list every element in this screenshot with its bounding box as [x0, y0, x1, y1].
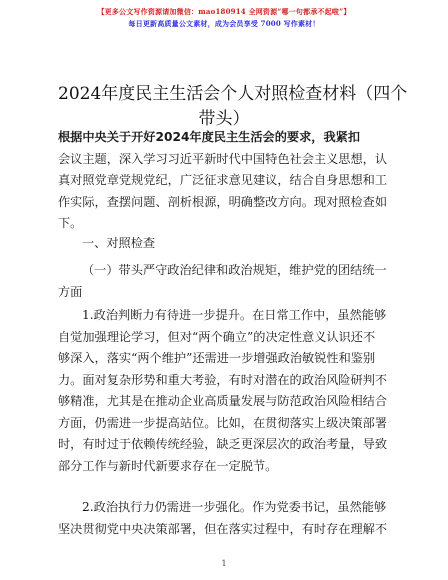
paragraph-line: 部分工作与新时代新要求存在一定脱节。: [58, 458, 278, 473]
section-heading: [58, 233, 393, 255]
point-1-paragraph: [58, 305, 393, 477]
intro-paragraph: [58, 127, 393, 235]
point-2-paragraph: [58, 497, 393, 540]
paragraph-line: 真对照党章党规党纪，广泛征求意见建议，结合自身思想和工: [58, 173, 388, 187]
paragraph-line: 时，有时过于依赖传统经验，缺乏更深层次的政治考量，导致: [58, 437, 388, 451]
paragraph-line: 作实际，查摆问题、剖析根源，明确整改方向。现对照检查如: [58, 194, 388, 209]
paragraph-line: 自觉加强理论学习，但对“两个确立”的决定性意义认识还不: [58, 329, 376, 344]
title-line-2: 带头）: [198, 109, 250, 129]
page-number: 1: [221, 559, 227, 568]
promo-banner-line-1: 【更多公文写作资源请加微信：mao180914 全网资源“哪一句都承不起啦”】: [97, 7, 351, 16]
promo-banner-line-2: 每日更新高质量公文素材，成为会员享受 7000 写作素材！: [128, 19, 320, 28]
paragraph-line: 方面，仍需进一步提高站位。比如，在贯彻落实上级决策部署: [58, 415, 388, 430]
heading-text: 一、对照检查: [82, 236, 156, 250]
paragraph-line: 根据中央关于开好2024年度民主生活会的要求，我紧扣: [58, 130, 361, 144]
paragraph-line: 2.政治执行力仍需进一步强化。作为党委书记，虽然能够: [82, 500, 387, 514]
paragraph-line: 会议主题，深入学习习近平新时代中国特色社会主义思想，认: [58, 151, 388, 166]
paragraph-line: （一）带头严守政治纪律和政治规矩，维护党的团结统一: [82, 263, 387, 277]
document-title: [58, 82, 408, 132]
paragraph-line: 下。: [58, 216, 83, 230]
paragraph-line: 力。面对复杂形势和重大考验，有时对潜在的政治风险研判不: [58, 372, 388, 387]
paragraph-line: 方面: [58, 284, 83, 299]
paragraph-line: 坚决贯彻党中央决策部署，但在落实过程中，有时存在理解不: [58, 521, 388, 536]
paragraph-line: 够精准，尤其是在推动企业高质量发展与防范政治风险相结合: [58, 394, 388, 408]
paragraph-line: 1.政治判断力有待进一步提升。在日常工作中，虽然能够: [82, 308, 387, 322]
subsection-heading: [58, 260, 393, 303]
paragraph-line: 够深入，落实“两个维护”还需进一步增强政治敏锐性和鉴别: [58, 351, 376, 365]
title-line-1: 2024年度民主生活会个人对照检查材料（四个: [58, 84, 408, 104]
